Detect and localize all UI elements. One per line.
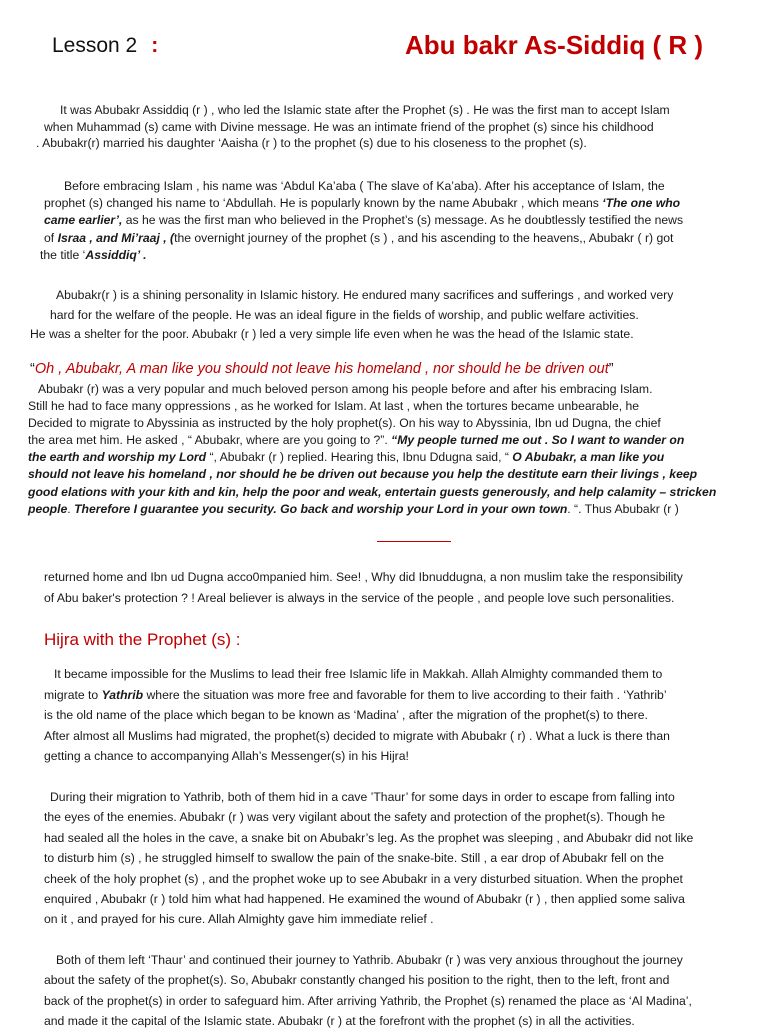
paragraph-hijra: [0, 664, 670, 767]
emphasis-span: the earth and worship my Lord: [28, 450, 207, 465]
paragraph-name: [0, 178, 683, 264]
text-line: . Abubakr(r) married his daughter ‘Aaisha (r ) to the prophet (s) due to his closeness to the prophet (s).: [36, 136, 587, 150]
emphasis-span: Israa , and Mi’raaj , (: [57, 230, 175, 245]
page-title: Abu bakr As-Siddiq ( R ): [405, 30, 704, 60]
text-span: where the situation was more free and favorable for them to live according to their faith . ‘Yathrib’: [143, 687, 667, 702]
text-line: [0, 685, 670, 706]
text-line: [0, 230, 683, 247]
lesson-label: [52, 34, 158, 58]
text-line: on it , and prayed for his cure. Allah Almighty gave him immediate relief .: [44, 912, 434, 927]
quote-open: “: [30, 361, 35, 377]
text-line: getting a chance to accompanying Allah’s Messenger(s) in his Hijra!: [44, 749, 409, 764]
text-line: Still he had to face many oppressions , as he worked for Islam. At last , when the tortures became unbearable, he: [28, 399, 640, 414]
text-line: [0, 432, 716, 449]
text-span: the overnight journey of the prophet (s ) , and his ascending to the heavens,, Abubakr ( r) got: [174, 230, 674, 245]
text-line: Before embracing Islam , his name was ‘Abdul Ka’aba ( The slave of Ka’aba). After his acceptance of Islam, the: [64, 179, 665, 193]
quote-close: ”: [608, 361, 614, 377]
text-span: . “. Thus Abubakr (r ): [567, 501, 679, 516]
text-span: .: [67, 501, 75, 516]
paragraph-cave: [0, 787, 693, 930]
text-line: to disturb him (s) , he struggled himself to swallow the pain of the snake-bite. Still , a ear drop of Abubakr fell on the: [44, 851, 664, 866]
text-line: when Muhammad (s) came with Divine message. He was an intimate friend of the prophet (s) since his childhood: [44, 119, 654, 134]
text-line: Both of them left ‘Thaur’ and continued their journey to Yathrib. Abubakr (r ) was very anxious throughout the journey: [56, 953, 683, 967]
quote-text: Oh , Abubakr, A man like you should not leave his homeland , nor should he be driven out: [34, 361, 609, 377]
text-line: After almost all Muslims had migrated, the prophet(s) decided to migrate with Abubakr ( r) . What a luck is there than: [44, 728, 670, 743]
text-line: Abubakr (r) was a very popular and much beloved person among his people before and after his embracing Islam.: [38, 382, 653, 396]
text-line: [0, 247, 683, 264]
emphasis-span: ‘The one who: [602, 196, 681, 211]
emphasis-span: O Abubakr, a man like you: [512, 450, 665, 465]
text-span: “, Abubakr (r ) replied. Hearing this, Ibnu Ddugna said, “: [206, 450, 513, 465]
text-span: of: [44, 230, 58, 245]
section-heading-hijra: Hijra with the Prophet (s) :: [44, 630, 241, 649]
text-line: It became impossible for the Muslims to lead their free Islamic life in Makkah. Allah Almighty commanded them to: [54, 667, 663, 681]
text-line: about the safety of the prophet(s). So, Abubakr constantly changed his position to the right, then to the left, front and: [44, 973, 670, 988]
text-line: good elations with your kith and kin, help the poor and weak, entertain guests generously, and help calamity – stricken: [28, 484, 717, 499]
text-line: [0, 195, 683, 212]
text-span: prophet (s) changed his name to ‘Abdullah. He is popularly known by the name Abubakr , which means: [44, 196, 603, 211]
paragraph-abyssinia: [0, 381, 716, 518]
text-line: [0, 212, 683, 229]
emphasis-span: “My people turned me out . So I want to wander on: [391, 433, 685, 448]
text-line: Abubakr(r ) is a shining personality in Islamic history. He endured many sacrifices and sufferings , and worked very: [56, 288, 674, 302]
text-line: [0, 501, 716, 518]
lesson-colon: :: [151, 34, 159, 57]
text-line: enquired , Abubakr (r ) told him what had happened. He examined the wound of Abubakr (r ) , then applied some saliva: [44, 892, 685, 907]
emphasis-span: people: [28, 501, 68, 516]
lesson-number: Lesson 2: [52, 34, 138, 57]
text-line: and made it the capital of the Islamic state. Abubakr (r ) at the forefront with the prophet (s) in all the activities.: [44, 1014, 635, 1029]
text-span: migrate to: [44, 687, 102, 702]
text-line: Decided to migrate to Abyssinia as instructed by the holy prophet(s). On his way to Abyssinia, Ibn ud Dugna, the chief: [28, 416, 661, 431]
emphasis-span: Therefore I guarantee you security. Go back and worship your Lord in your own town: [74, 501, 568, 516]
text-span: the area met him. He asked , “ Abubakr, where are you going to ?”.: [28, 433, 392, 448]
text-line: of Abu baker's protection ? ! Areal believer is always in the service of the people , and people love such personalities.: [44, 590, 675, 605]
emphasis-span: Assiddiq’ .: [85, 247, 147, 262]
emphasis-span: Yathrib: [101, 687, 144, 702]
text-line: cheek of the holy prophet (s) , and the prophet woke up to see Abubakr in a very disturbed situation. When the prophet: [44, 871, 683, 886]
text-line: back of the prophet(s) in order to safeguard him. After arriving Yathrib, the Prophet (s) renamed the place as ‘Al Madina’,: [44, 993, 692, 1008]
text-line: the eyes of the enemies. Abubakr (r ) was very vigilant about the safety and protection of the prophet(s). Though he: [44, 810, 666, 825]
text-line: is the old name of the place which began to be known as ‘Madina’ , after the migration of the prophet(s) to there.: [44, 708, 648, 723]
text-line: [0, 449, 716, 466]
text-line: It was Abubakr Assiddiq (r ) , who led the Islamic state after the Prophet (s) . He was the first man to accept Islam: [60, 103, 670, 117]
text-line: had sealed all the holes in the cave, a snake bit on Abubakr’s leg. As the prophet was sleeping , and Abubakr did not like: [44, 830, 694, 845]
divider-line: [377, 541, 451, 542]
paragraph-return: [0, 567, 683, 608]
emphasis-span: came earlier’,: [44, 213, 123, 228]
text-line: should not leave his homeland , nor should he be driven out because you help the destitute earn their livings , keep: [28, 467, 698, 482]
text-span: the title ‘: [40, 247, 86, 262]
paragraph-journey: [0, 950, 692, 1032]
paragraph-personality: [0, 286, 673, 345]
text-line: During their migration to Yathrib, both of them hid in a cave ’Thaur’ for some days in order to escape from falling into: [50, 790, 675, 804]
text-line: He was a shelter for the poor. Abubakr (r ) led a very simple life even when he was the head of the Islamic state.: [30, 327, 634, 341]
paragraph-intro: [0, 102, 670, 152]
text-span: as he was the first man who believed in the Prophet’s (s) message. As he doubtlessly testified the news: [122, 213, 684, 228]
red-quote: [30, 361, 614, 377]
text-line: hard for the welfare of the people. He was an ideal figure in the fields of worship, and public welfare activities.: [50, 307, 639, 322]
text-line: returned home and Ibn ud Dugna acco0mpanied him. See! , Why did Ibnuddugna, a non muslim take the responsibility: [44, 570, 683, 584]
